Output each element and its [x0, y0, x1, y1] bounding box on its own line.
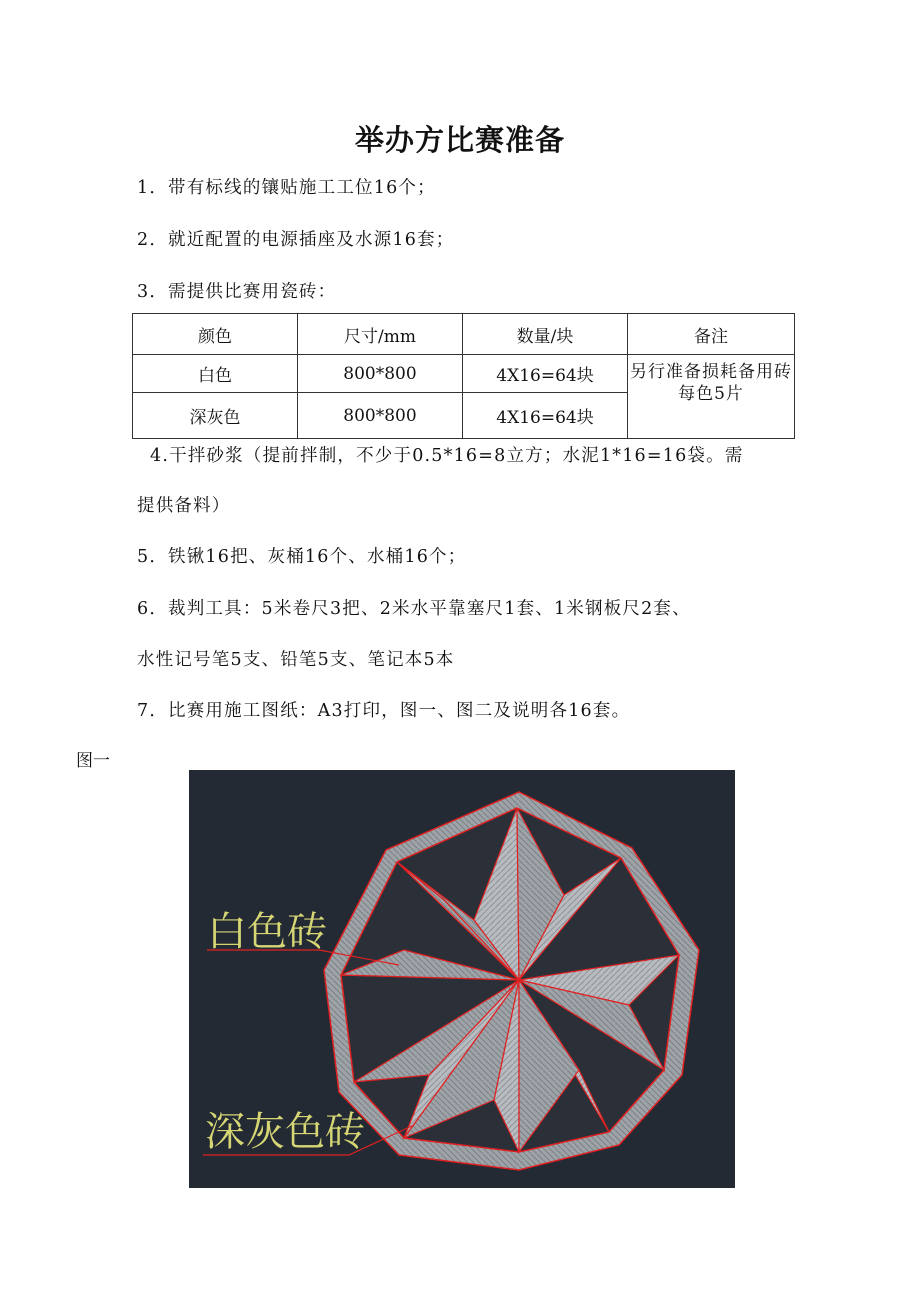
cell-size: 800*800	[298, 355, 463, 393]
label-white-tile: 白色砖	[207, 909, 327, 955]
tile-pattern-figure	[189, 770, 735, 1188]
pattern-drawing	[189, 770, 735, 1188]
item-2: 2．就近配置的电源插座及水源16套；	[137, 230, 455, 250]
header-color: 颜色	[133, 314, 298, 355]
cell-quantity: 4X16=64块	[463, 355, 628, 393]
table-header-row	[133, 314, 795, 355]
item-7: 7．比赛用施工图纸：A3打印，图一、图二及说明各16套。	[137, 701, 631, 721]
figure-caption: 图一	[76, 751, 110, 771]
cell-note: 另行准备损耗备用砖每色5片	[628, 355, 795, 439]
header-quantity: 数量/块	[463, 314, 628, 355]
tile-table	[132, 313, 795, 439]
header-note: 备注	[628, 314, 795, 355]
cell-color: 白色	[133, 355, 298, 393]
item-6-line-2: 水性记号笔5支、铅笔5支、笔记本5本	[137, 650, 455, 670]
item-6-line-1: 6．裁判工具：5米卷尺3把、2米水平靠塞尺1套、1米钢板尺2套、	[137, 599, 691, 619]
item-4-line-2: 提供备料）	[137, 496, 231, 516]
header-size: 尺寸/mm	[298, 314, 463, 355]
table-row	[133, 355, 795, 393]
cell-color: 深灰色	[133, 393, 298, 439]
item-4-line-1: 4.干拌砂浆（提前拌制，不少于0.5*16=8立方；水泥1*16=16袋。需	[150, 446, 744, 466]
item-3: 3．需提供比赛用瓷砖：	[137, 282, 337, 302]
item-5: 5．铁锹16把、灰桶16个、水桶16个；	[137, 547, 467, 567]
cell-quantity: 4X16=64块	[463, 393, 628, 439]
label-dark-tile: 深灰色砖	[205, 1109, 365, 1155]
item-1: 1．带有标线的镶贴施工工位16个；	[137, 178, 436, 198]
cell-size: 800*800	[298, 393, 463, 439]
document-title: 举办方比赛准备	[354, 123, 565, 157]
